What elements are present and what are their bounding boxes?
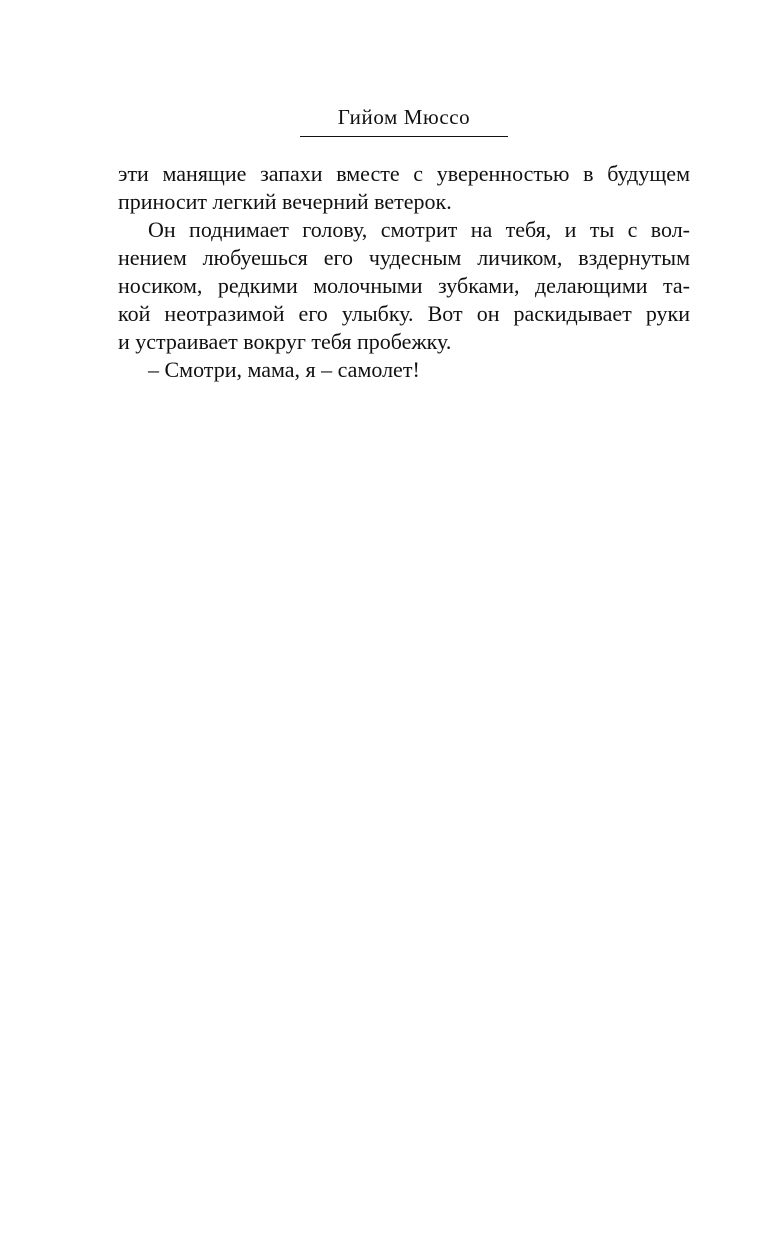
header-rule [300, 136, 508, 137]
text-line: носиком, редкими молочными зубками, делающими та- [118, 273, 690, 298]
text-line: и устраивает вокруг тебя пробежку. [118, 329, 452, 354]
text-line: эти манящие запахи вместе с уверенностью в будущем [118, 161, 690, 186]
running-header-author: Гийом Мюссо [337, 105, 471, 129]
text-line: нением любуешься его чудесным личиком, вздернутым [118, 245, 690, 270]
text-block [118, 160, 690, 384]
text-line: кой неотразимой его улыбку. Вот он раскидывает руки [118, 301, 690, 326]
text-line: Он поднимает голову, смотрит на тебя, и ты с вол- [148, 217, 690, 242]
text-line: приносит легкий вечерний ветерок. [118, 189, 452, 214]
text-line: – Смотри, мама, я – самолет! [148, 357, 420, 382]
